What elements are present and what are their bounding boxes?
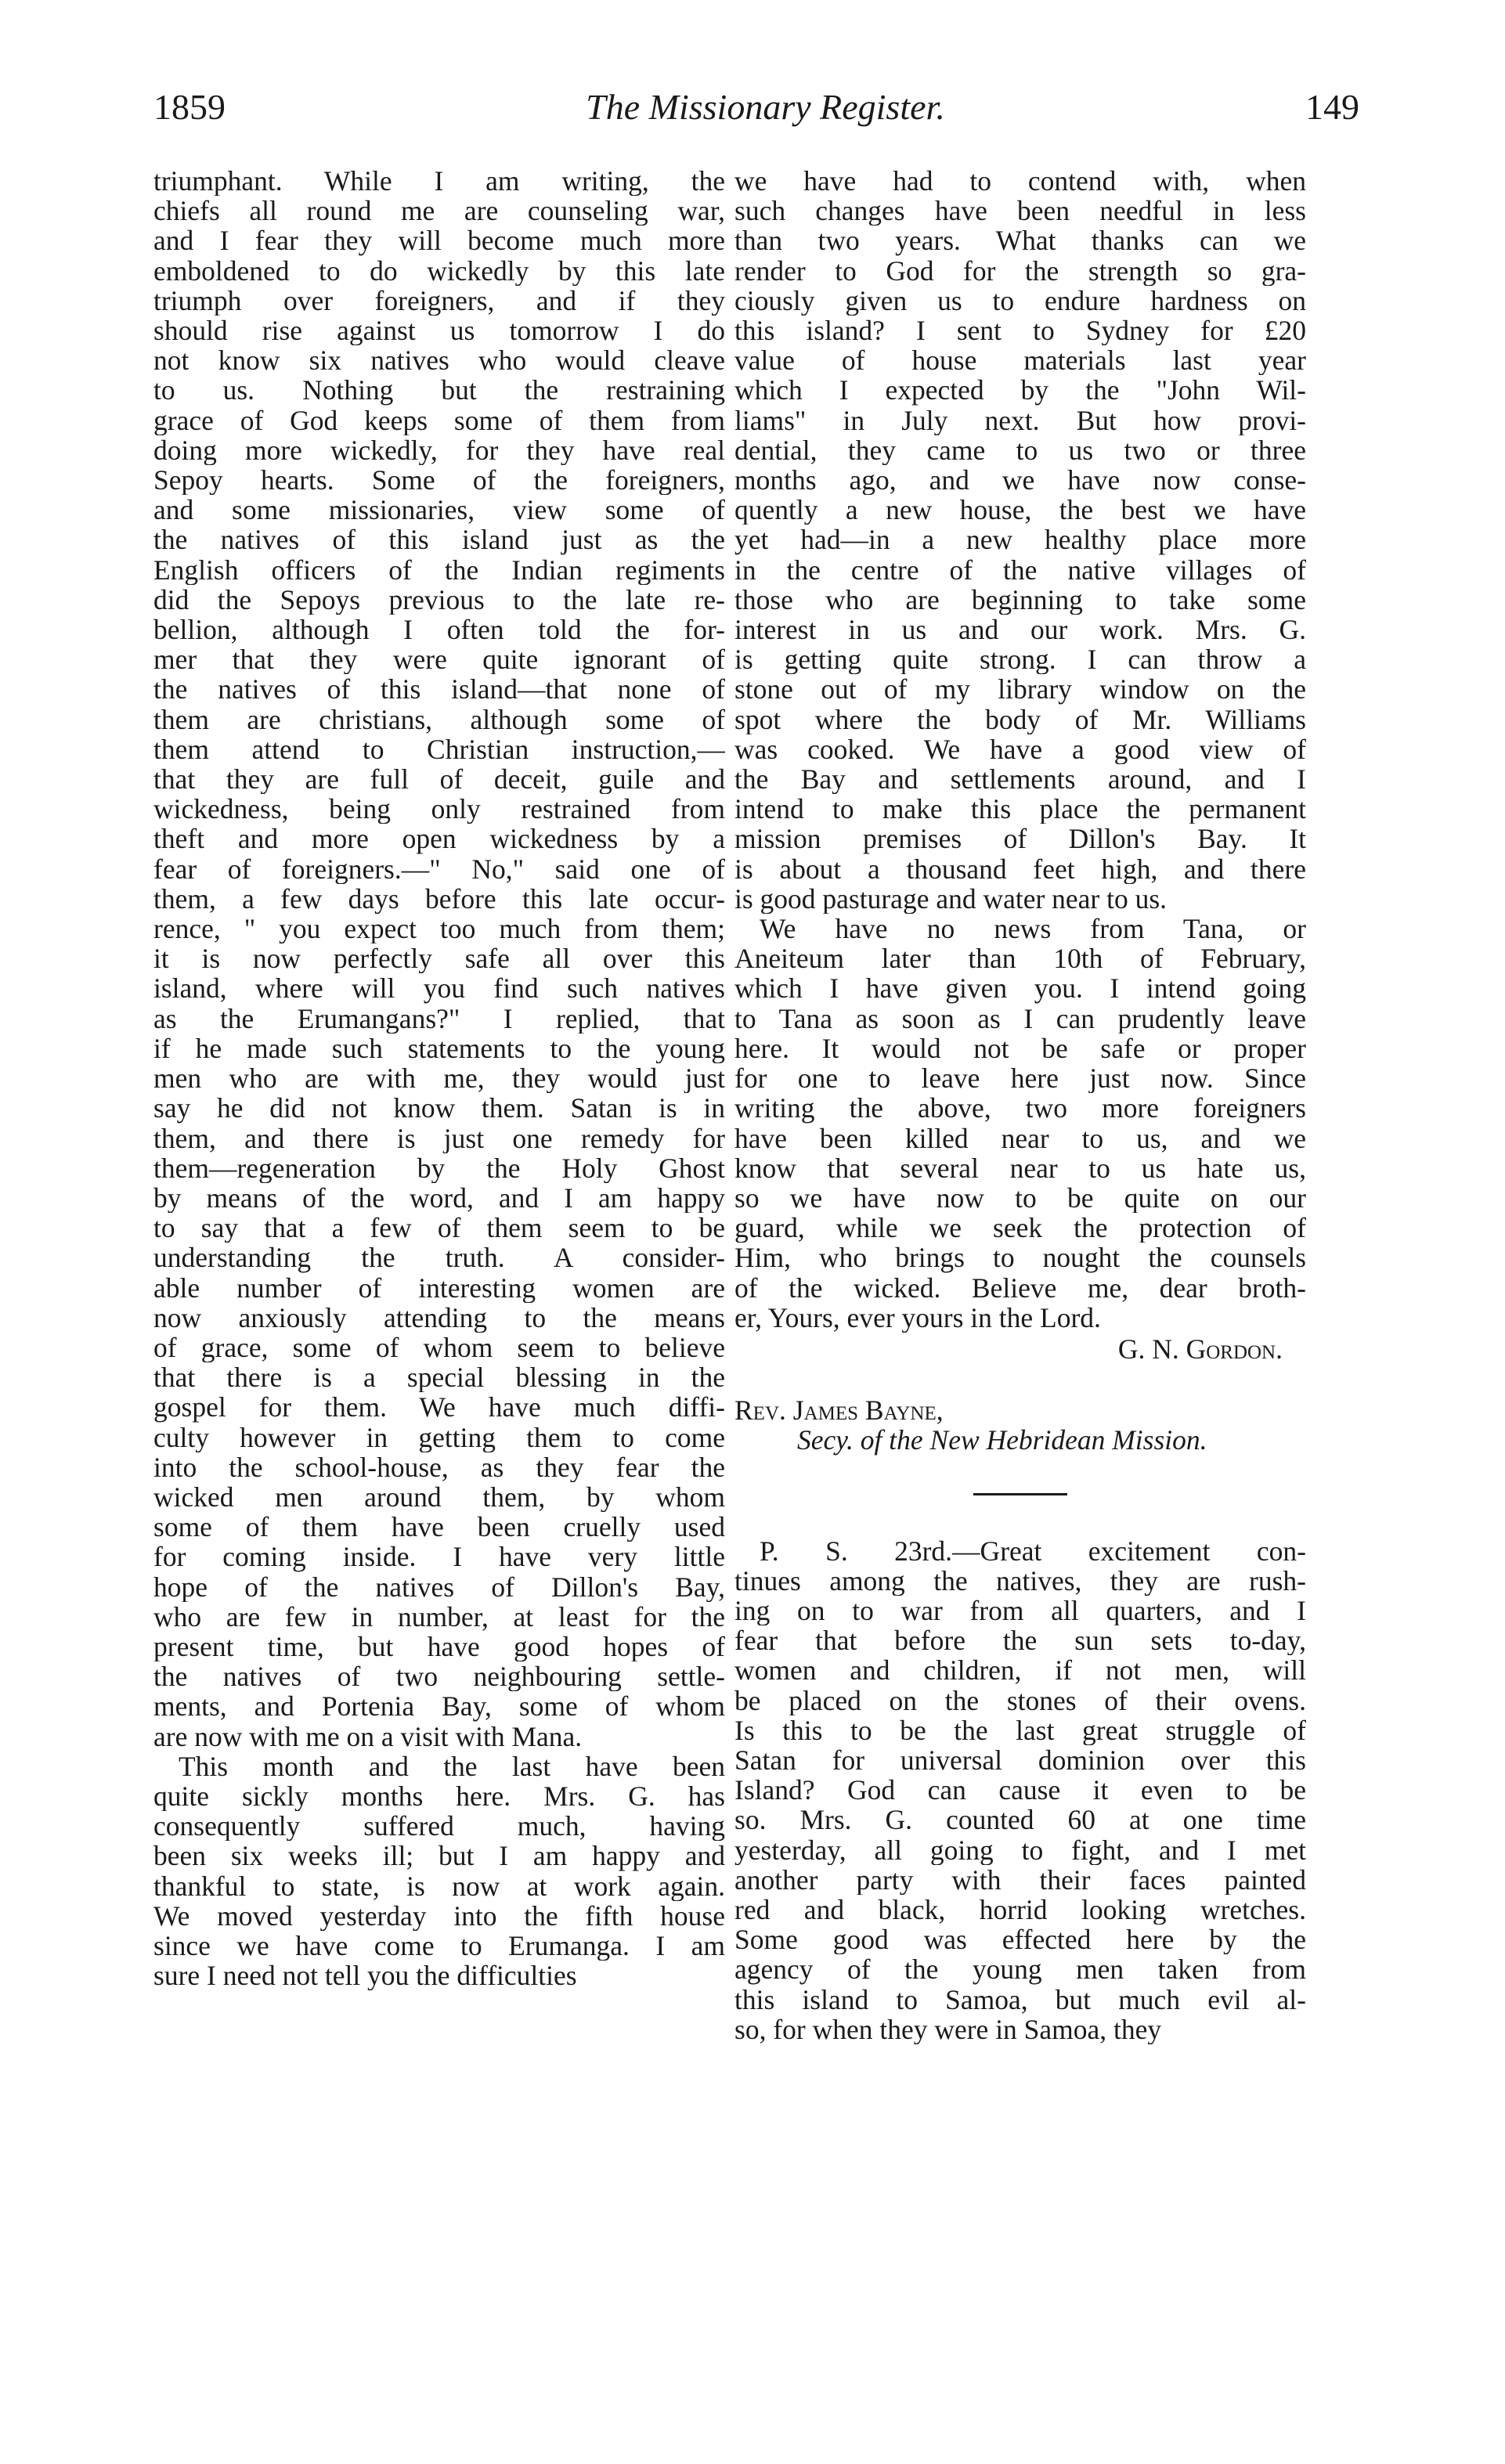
text-line: such changes have been needful in less xyxy=(734,196,1306,226)
text-line: Aneiteum later than 10th of February, xyxy=(734,943,1306,974)
text-line: Is this to be the last great struggle of xyxy=(734,1715,1306,1745)
left-column xyxy=(153,166,725,1990)
text-line: which I have given you. I intend going xyxy=(734,973,1306,1004)
text-line: so, for when they were in Samoa, they xyxy=(734,2014,1162,2044)
postscript xyxy=(734,1536,1306,2044)
text-line: which I expected by the "John Wil- xyxy=(734,375,1306,406)
text-line: understanding the truth. A consider- xyxy=(153,1243,725,1273)
text-line: another party with their faces painted xyxy=(734,1864,1306,1895)
text-line: island, where will you find such natives xyxy=(153,973,725,1004)
text-line: of grace, some of whom seem to believe xyxy=(153,1332,725,1363)
text-line: the natives of this island—that none of xyxy=(153,674,725,705)
text-line: this island to Samoa, but much evil al- xyxy=(734,1984,1306,2015)
text-line: doing more wickedly, for they have real xyxy=(153,435,725,466)
text-line: to say that a few of them seem to be xyxy=(153,1213,725,1243)
text-line: ciously given us to endure hardness on xyxy=(734,285,1306,316)
text-line: if he made such statements to the young xyxy=(153,1033,725,1064)
text-line: are now with me on a visit with Mana. xyxy=(153,1721,583,1751)
text-line: triumphant. While I am writing, the xyxy=(153,166,725,197)
text-line: so. Mrs. G. counted 60 at one time xyxy=(734,1805,1306,1835)
page-number: 149 xyxy=(1305,87,1359,127)
text-line: as the Erumangans?" I replied, that xyxy=(153,1003,725,1034)
text-line: those who are beginning to take some xyxy=(734,584,1306,615)
text-line: tinues among the natives, they are rush- xyxy=(734,1565,1306,1596)
text-line: the natives of two neighbouring settle- xyxy=(153,1661,725,1692)
text-line: er, Yours, ever yours in the Lord. xyxy=(734,1302,1101,1333)
text-line: able number of interesting women are xyxy=(153,1272,725,1303)
text-line: the natives of this island just as the xyxy=(153,525,725,555)
text-line: have been killed near to us, and we xyxy=(734,1123,1306,1153)
addressee-title: Secy. of the New Hebridean Mission. xyxy=(797,1424,1207,1456)
signature: G. N. Gordon. xyxy=(1117,1333,1283,1365)
text-line: red and black, horrid looking wretches. xyxy=(734,1894,1306,1925)
text-line: been six weeks ill; but I am happy and xyxy=(153,1841,725,1871)
text-line: wickedness, being only restrained from xyxy=(153,794,725,824)
text-line: them attend to Christian instruction,— xyxy=(153,734,725,765)
text-line: spot where the body of Mr. Williams xyxy=(734,704,1306,734)
text-line: and some missionaries, view some of xyxy=(153,495,725,525)
text-line: now anxiously attending to the means xyxy=(153,1302,725,1333)
text-line: value of house materials last year xyxy=(734,345,1306,376)
text-line: we have had to contend with, when xyxy=(734,166,1306,197)
text-line: into the school-house, as they fear the xyxy=(153,1452,725,1482)
text-line: for one to leave here just now. Since xyxy=(734,1063,1306,1094)
text-line: triumph over foreigners, and if they xyxy=(153,285,725,316)
text-line: them, and there is just one remedy for xyxy=(153,1123,725,1153)
text-line: women and children, if not men, will xyxy=(734,1655,1306,1686)
text-line: of the wicked. Believe me, dear broth- xyxy=(734,1272,1306,1303)
text-line: and I fear they will become much more xyxy=(153,225,725,256)
text-line: to us. Nothing but the restraining xyxy=(153,375,725,406)
text-line: bellion, although I often told the for- xyxy=(153,615,725,645)
text-line: for coming inside. I have very little xyxy=(153,1542,725,1572)
letter-continuation xyxy=(734,166,1306,1333)
text-line: writing the above, two more foreigners xyxy=(734,1093,1306,1124)
text-line: some of them have been cruelly used xyxy=(153,1512,725,1542)
text-line: so we have now to be quite on our xyxy=(734,1182,1306,1214)
text-line: mer that they were quite ignorant of xyxy=(153,644,725,675)
text-line: We moved yesterday into the fifth house xyxy=(153,1900,725,1931)
text-line: gospel for them. We have much diffi- xyxy=(153,1392,725,1423)
text-line: this island? I sent to Sydney for £20 xyxy=(734,316,1306,346)
text-line: know that several near to us hate us, xyxy=(734,1153,1306,1183)
text-line: P. S. 23rd.—Great excitement con- xyxy=(760,1535,1306,1566)
text-line: Island? God can cause it even to be xyxy=(734,1775,1306,1806)
text-line: English officers of the Indian regiments xyxy=(153,554,725,585)
text-line: Some good was effected here by the xyxy=(734,1925,1306,1955)
text-line: ing on to war from all quarters, and I xyxy=(734,1595,1306,1626)
text-line: them—regeneration by the Holy Ghost xyxy=(153,1153,725,1183)
text-line: quently a new house, the best we have xyxy=(734,495,1306,525)
text-line: did the Sepoys previous to the late re- xyxy=(153,584,725,615)
text-line: grace of God keeps some of them from xyxy=(153,405,725,435)
text-line: that they are full of deceit, guile and xyxy=(153,764,725,795)
text-line: not know six natives who would cleave xyxy=(153,345,725,376)
text-line: agency of the young men taken from xyxy=(734,1954,1306,1985)
text-line: sure I need not tell you the difficulties xyxy=(153,1961,577,1991)
text-line: it is now perfectly safe all over this xyxy=(153,943,725,974)
text-line: rence, " you expect too much from them; xyxy=(153,914,725,944)
text-line: stone out of my library window on the xyxy=(734,674,1306,705)
text-line: emboldened to do wickedly by this late xyxy=(153,255,725,286)
text-line: culty however in getting them to come xyxy=(153,1422,725,1452)
text-line: should rise against us tomorrow I do xyxy=(153,316,725,346)
text-line: wicked men around them, by whom xyxy=(153,1481,725,1513)
header-year: 1859 xyxy=(153,87,226,127)
addressee: Rev. James Bayne, xyxy=(734,1394,944,1427)
text-line: mission premises of Dillon's Bay. It xyxy=(734,824,1306,854)
text-line: them are christians, although some of xyxy=(153,704,725,734)
text-line: consequently suffered much, having xyxy=(153,1811,725,1842)
text-line: This month and the last have been xyxy=(179,1751,725,1781)
text-line: yesterday, all going to fight, and I met xyxy=(734,1834,1306,1865)
text-line: render to God for the strength so gra- xyxy=(734,255,1306,286)
text-line: thankful to state, is now at work again. xyxy=(153,1871,725,1901)
text-line: present time, but have good hopes of xyxy=(153,1631,725,1662)
text-line: yet had—in a new healthy place more xyxy=(734,525,1306,555)
text-line: Him, who brings to nought the counsels xyxy=(734,1243,1306,1273)
text-line: guard, while we seek the protection of xyxy=(734,1213,1306,1243)
text-line: by means of the word, and I am happy xyxy=(153,1182,725,1214)
text-line: chiefs all round me are counseling war, xyxy=(153,196,725,226)
text-line: Sepoy hearts. Some of the foreigners, xyxy=(153,465,725,496)
text-line: months ago, and we have now conse- xyxy=(734,465,1306,496)
text-line: the Bay and settlements around, and I xyxy=(734,764,1306,795)
text-line: quite sickly months here. Mrs. G. has xyxy=(153,1780,725,1812)
text-line: intend to make this place the permanent xyxy=(734,794,1306,824)
text-line: hope of the natives of Dillon's Bay, xyxy=(153,1571,725,1602)
right-column xyxy=(734,166,1306,2044)
text-line: that there is a special blessing in the xyxy=(153,1362,725,1393)
text-line: men who are with me, they would just xyxy=(153,1063,725,1094)
text-line: liams" in July next. But how provi- xyxy=(734,405,1306,435)
text-line: who are few in number, at least for the xyxy=(153,1601,725,1632)
text-line: is good pasturage and water near to us. xyxy=(734,883,1168,915)
text-line: them, a few days before this late occur- xyxy=(153,883,725,915)
text-line: to Tana as soon as I can prudently leave xyxy=(734,1003,1306,1034)
text-line: in the centre of the native villages of xyxy=(734,554,1306,585)
text-line: was cooked. We have a good view of xyxy=(734,734,1306,765)
text-line: Satan for universal dominion over this xyxy=(734,1744,1306,1776)
text-line: here. It would not be safe or proper xyxy=(734,1033,1306,1064)
text-line: than two years. What thanks can we xyxy=(734,225,1306,256)
text-line: since we have come to Erumanga. I am xyxy=(153,1930,725,1961)
section-divider xyxy=(973,1493,1067,1495)
text-line: interest in us and our work. Mrs. G. xyxy=(734,615,1306,645)
text-line: be placed on the stones of their ovens. xyxy=(734,1685,1306,1715)
text-line: is getting quite strong. I can throw a xyxy=(734,644,1306,675)
text-line: ments, and Portenia Bay, some of whom xyxy=(153,1691,725,1722)
page-header xyxy=(153,86,1359,141)
text-line: is about a thousand feet high, and there xyxy=(734,853,1306,884)
text-line: We have no news from Tana, or xyxy=(760,914,1306,944)
text-line: theft and more open wickedness by a xyxy=(153,824,725,854)
text-line: dential, they came to us two or three xyxy=(734,435,1306,466)
text-line: fear that before the sun sets to-day, xyxy=(734,1625,1306,1656)
text-line: fear of foreigners.—" No," said one of xyxy=(153,853,725,884)
text-line: say he did not know them. Satan is in xyxy=(153,1093,725,1124)
journal-title: The Missionary Register. xyxy=(586,87,945,127)
